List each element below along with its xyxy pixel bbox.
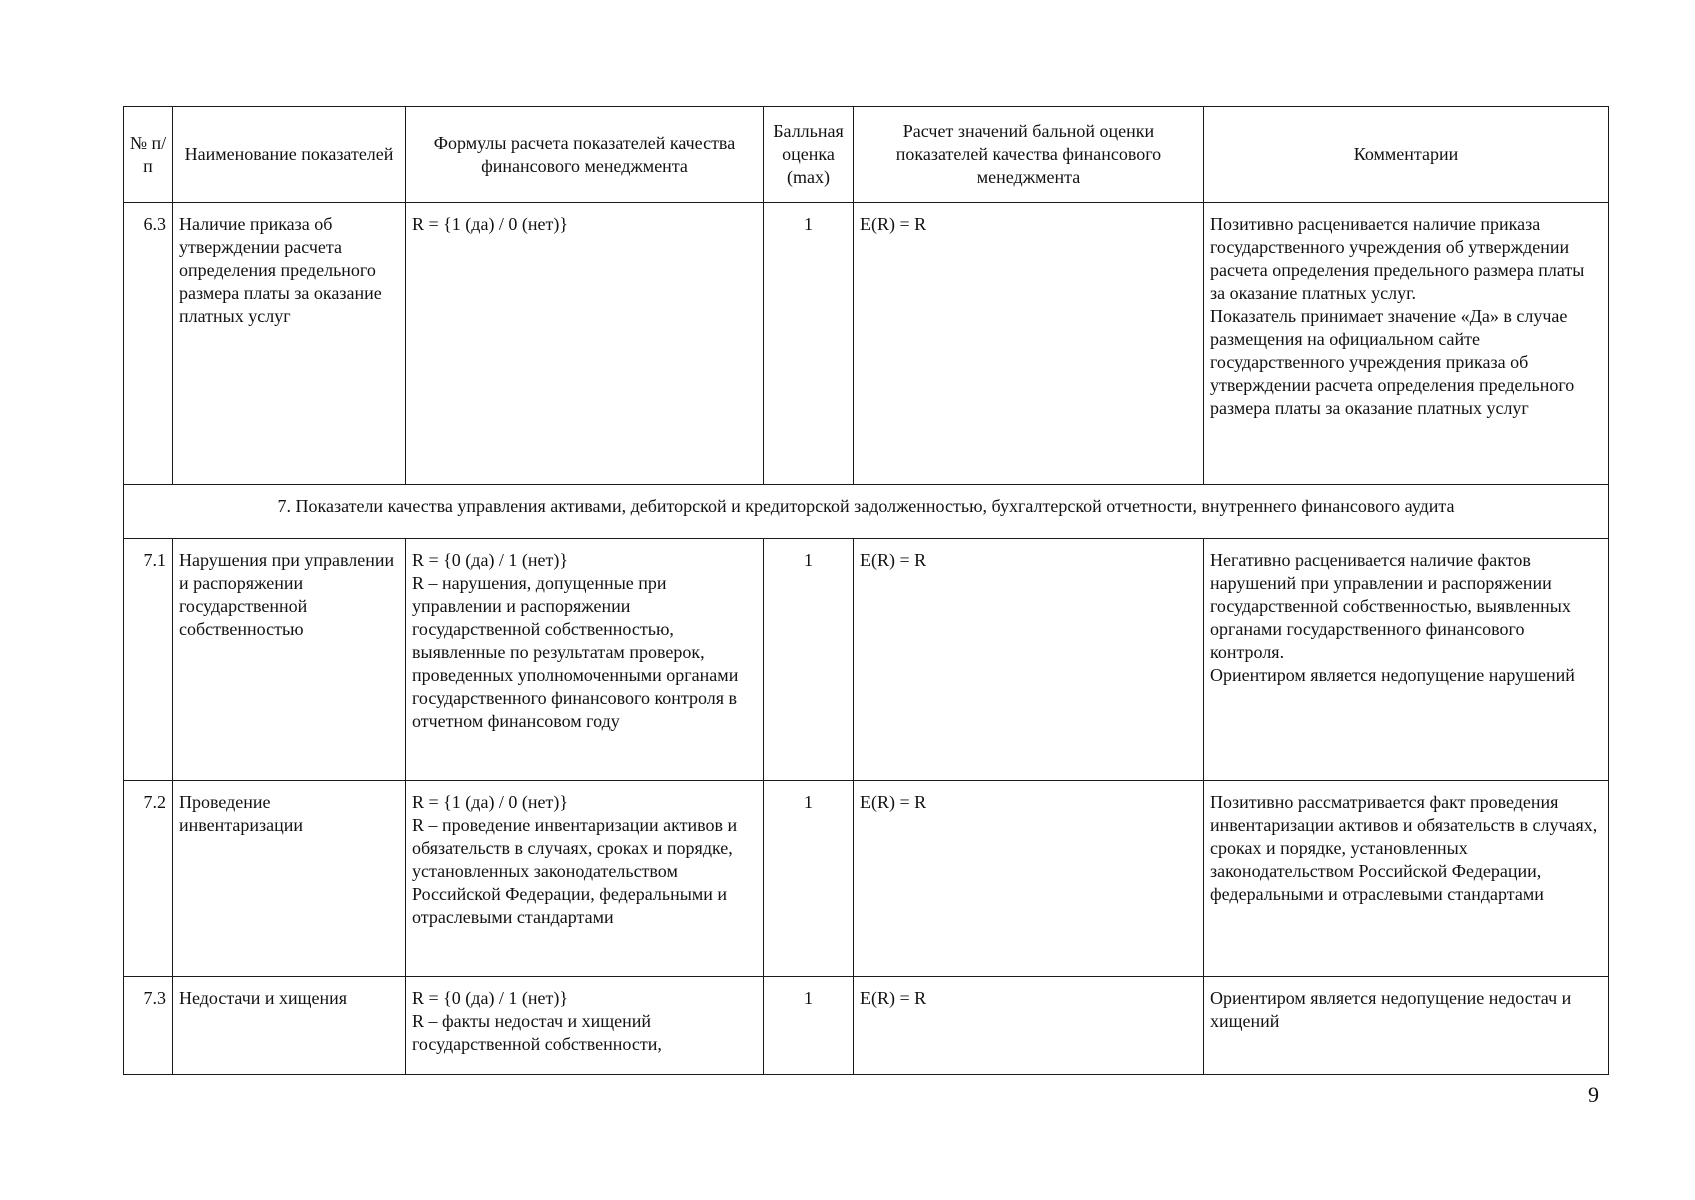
row-calc: E(R) = R <box>854 781 1204 977</box>
comment-paragraph: Ориентиром является недопущение нарушений <box>1210 665 1575 685</box>
section-row <box>124 485 1609 539</box>
row-formula <box>406 781 764 977</box>
row-name: Недостачи и хищения <box>173 977 406 1075</box>
row-comment: Ориентиром является недопущение недостач и хищений <box>1204 977 1609 1075</box>
header-name: Наименование показателей <box>173 107 406 203</box>
header-comment: Комментарии <box>1204 107 1609 203</box>
row-comment <box>1204 539 1609 781</box>
row-formula <box>406 977 764 1075</box>
row-formula: R = {1 (да) / 0 (нет)} <box>406 203 764 485</box>
formula-description: R – факты недостач и хищений государственной собственности, <box>412 1011 662 1054</box>
header-num: № п/п <box>124 107 173 203</box>
row-calc: E(R) = R <box>854 977 1204 1075</box>
header-calc: Расчет значений бальной оценки показателей качества финансового менеджмента <box>854 107 1204 203</box>
row-name: Наличие приказа об утверждении расчета определения предельного размера платы за оказание платных услуг <box>173 203 406 485</box>
indicators-table <box>123 106 1609 1075</box>
table-row <box>124 977 1609 1075</box>
formula-expression: R = {0 (да) / 1 (нет)} <box>412 550 569 570</box>
header-score: Балльная оценка (max) <box>764 107 854 203</box>
formula-description: R – проведение инвентаризации активов и обязательств в случаях, сроках и порядке, установленных законодательством Российской Федерации, федеральными и отраслевыми стандартами <box>412 815 738 927</box>
row-score: 1 <box>764 781 854 977</box>
row-num: 7.2 <box>124 781 173 977</box>
formula-description: R – нарушения, допущенные при управлении и распоряжении государственной собственностью, выявленные по результатам проверок, проведенных уполномоченными органами государственного финансового контроля в отчетном финансовом году <box>412 573 739 731</box>
table-header-row <box>124 107 1609 203</box>
row-calc: E(R) = R <box>854 203 1204 485</box>
page-number: 9 <box>1588 1082 1599 1107</box>
table-row <box>124 203 1609 485</box>
row-name: Проведение инвентаризации <box>173 781 406 977</box>
table-row <box>124 539 1609 781</box>
comment-paragraph: Позитивно расценивается наличие приказа государственного учреждения об утверждении расчета определения предельного размера платы за оказание платных услуг. <box>1210 214 1585 303</box>
row-calc: E(R) = R <box>854 539 1204 781</box>
row-formula <box>406 539 764 781</box>
row-comment: Позитивно рассматривается факт проведения инвентаризации активов и обязательств в случаях, сроках и порядке, установленных законодательством Российской Федерации, федеральными и отраслевыми стандартами <box>1204 781 1609 977</box>
formula-expression: R = {1 (да) / 0 (нет)} <box>412 792 569 812</box>
row-num: 7.3 <box>124 977 173 1075</box>
row-name: Нарушения при управлении и распоряжении государственной собственностью <box>173 539 406 781</box>
header-formula: Формулы расчета показателей качества финансового менеджмента <box>406 107 764 203</box>
formula-expression: R = {0 (да) / 1 (нет)} <box>412 988 569 1008</box>
table-row <box>124 781 1609 977</box>
row-comment <box>1204 203 1609 485</box>
row-score: 1 <box>764 539 854 781</box>
row-score: 1 <box>764 203 854 485</box>
row-score: 1 <box>764 977 854 1075</box>
row-num: 7.1 <box>124 539 173 781</box>
comment-paragraph: Негативно расценивается наличие фактов нарушений при управлении и распоряжении государственной собственностью, выявленных органами государственного финансового контроля. <box>1210 550 1571 662</box>
comment-paragraph: Показатель принимает значение «Да» в случае размещения на официальном сайте государственного учреждения приказа об утверждении расчета определения предельного размера платы за оказание платных услуг <box>1210 306 1575 418</box>
row-num: 6.3 <box>124 203 173 485</box>
section-title: 7. Показатели качества управления активами, дебиторской и кредиторской задолженностью, бухгалтерской отчетности, внутреннего финансового аудита <box>124 485 1609 539</box>
